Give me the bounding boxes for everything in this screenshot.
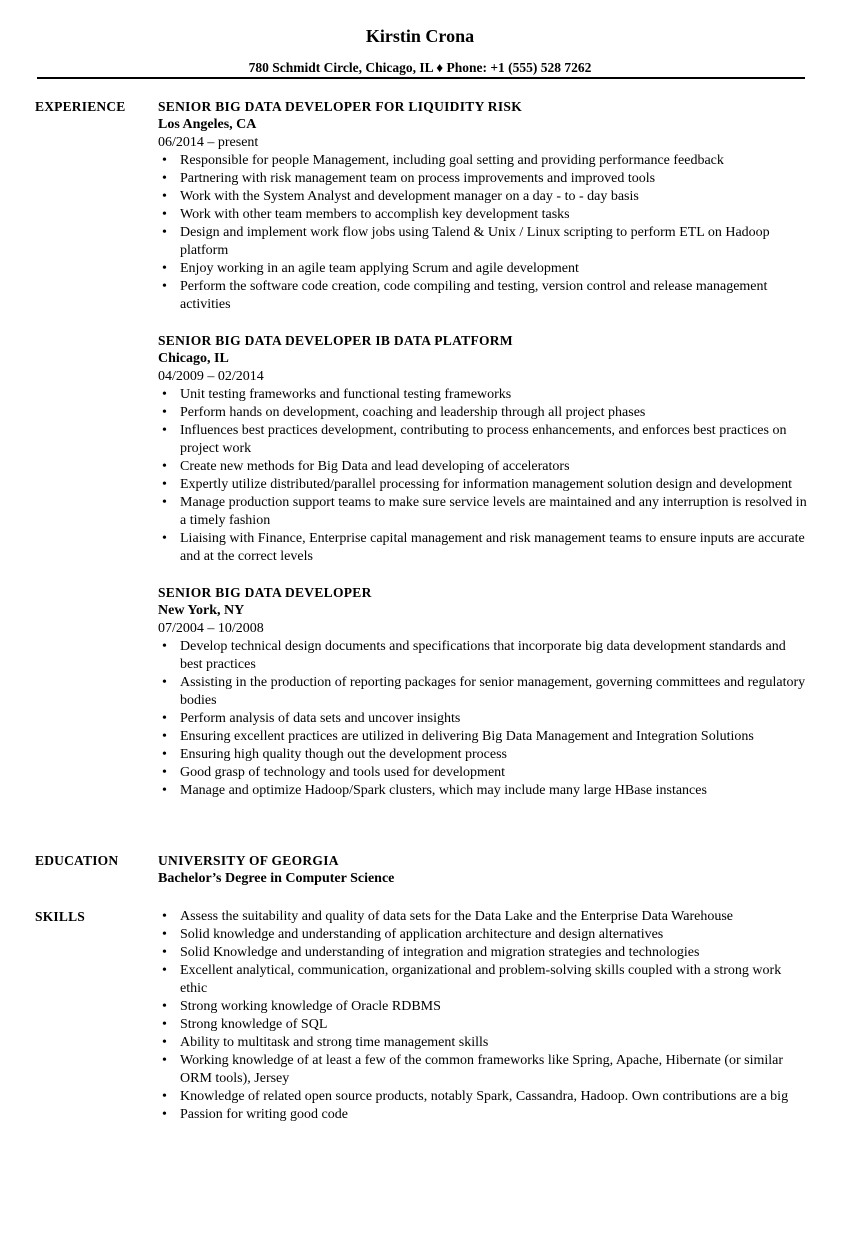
job-bullet: • Manage production support teams to make sure service levels are maintained and any interruption is resolved in a timely fashion: [158, 494, 810, 530]
experience-list: [158, 98, 818, 818]
job-bullet: • Unit testing frameworks and functional testing frameworks: [158, 386, 810, 404]
job-bullet: • Manage and optimize Hadoop/Spark clusters, which may include many large HBase instances: [158, 782, 810, 800]
skill-bullet: • Excellent analytical, communication, organizational and problem-solving skills coupled with a strong work ethic: [158, 962, 810, 998]
job-location: Chicago, IL: [158, 351, 229, 366]
job-bullet: • Responsible for people Management, including goal setting and providing performance feedback: [158, 152, 810, 170]
school-name: UNIVERSITY OF GEORGIA: [158, 853, 339, 868]
job-entry: [158, 332, 818, 566]
skill-bullet: • Working knowledge of at least a few of the common frameworks like Spring, Apache, Hibernate (or similar ORM tools), Jersey: [158, 1052, 810, 1088]
degree: Bachelor’s Degree in Computer Science: [158, 871, 395, 886]
job-bullet: • Perform hands on development, coaching and leadership through all project phases: [158, 404, 810, 422]
job-dates: 04/2009 – 02/2014: [158, 369, 264, 384]
contact-line: 780 Schmidt Circle, Chicago, IL ♦ Phone: +1 (555) 528 7262: [248, 60, 592, 75]
candidate-name: Kirstin Crona: [365, 26, 475, 46]
job-bullet: • Liaising with Finance, Enterprise capital management and risk management teams to ensure inputs are accurate and at the correct levels: [158, 530, 810, 566]
skill-bullet: • Solid knowledge and understanding of application architecture and design alternatives: [158, 926, 810, 944]
skill-bullet: • Knowledge of related open source products, notably Spark, Cassandra, Hadoop. Own contributions are a big: [158, 1088, 810, 1106]
job-location: Los Angeles, CA: [158, 117, 257, 132]
job-bullet: • Perform analysis of data sets and uncover insights: [158, 710, 810, 728]
section-label-education: EDUCATION: [35, 853, 119, 868]
section-label-experience: EXPERIENCE: [35, 99, 126, 114]
job-bullet: • Perform the software code creation, code compiling and testing, version control and release management activities: [158, 278, 810, 314]
job-bullet: • Work with other team members to accomplish key development tasks: [158, 206, 810, 224]
job-bullets: [158, 386, 818, 566]
job-bullet: • Ensuring excellent practices are utilized in delivering Big Data Management and Integration Solutions: [158, 728, 810, 746]
job-bullet: • Work with the System Analyst and development manager on a day - to - day basis: [158, 188, 810, 206]
skill-bullet: • Solid Knowledge and understanding of integration and migration strategies and technologies: [158, 944, 810, 962]
job-bullet: • Assisting in the production of reporting packages for senior management, governing committees and regulatory bodies: [158, 674, 810, 710]
skill-bullet: • Ability to multitask and strong time management skills: [158, 1034, 810, 1052]
job-bullet: • Create new methods for Big Data and lead developing of accelerators: [158, 458, 810, 476]
job-bullet: • Good grasp of technology and tools used for development: [158, 764, 810, 782]
job-bullet: • Partnering with risk management team on process improvements and improved tools: [158, 170, 810, 188]
job-bullet: • Design and implement work flow jobs using Talend & Unix / Linux scripting to perform ETL on Hadoop platform: [158, 224, 810, 260]
education-entry: [158, 852, 818, 888]
job-bullets: [158, 638, 818, 800]
skill-bullets: [158, 908, 818, 1124]
job-title: SENIOR BIG DATA DEVELOPER: [158, 585, 372, 600]
job-title: SENIOR BIG DATA DEVELOPER IB DATA PLATFORM: [158, 333, 513, 348]
job-bullets: [158, 152, 818, 314]
skill-bullet: • Strong knowledge of SQL: [158, 1016, 810, 1034]
skill-bullet: • Passion for writing good code: [158, 1106, 810, 1124]
job-bullet: • Develop technical design documents and specifications that incorporate big data development standards and best practices: [158, 638, 810, 674]
job-bullet: • Expertly utilize distributed/parallel processing for information management solution design and development: [158, 476, 810, 494]
skill-bullet: • Assess the suitability and quality of data sets for the Data Lake and the Enterprise Data Warehouse: [158, 908, 810, 926]
job-dates: 07/2004 – 10/2008: [158, 621, 264, 636]
job-dates: 06/2014 – present: [158, 135, 259, 150]
job-entry: [158, 584, 818, 800]
job-title: SENIOR BIG DATA DEVELOPER FOR LIQUIDITY RISK: [158, 99, 523, 114]
job-bullet: • Ensuring high quality though out the development process: [158, 746, 810, 764]
job-bullet: • Enjoy working in an agile team applying Scrum and agile development: [158, 260, 810, 278]
header-divider: [37, 77, 805, 79]
job-bullet: • Influences best practices development, contributing to process enhancements, and enforces best practices on project work: [158, 422, 810, 458]
job-entry: [158, 98, 818, 314]
skill-bullet: • Strong working knowledge of Oracle RDBMS: [158, 998, 810, 1016]
job-location: New York, NY: [158, 603, 245, 618]
section-label-skills: SKILLS: [35, 909, 85, 924]
skills-list: [158, 908, 818, 1124]
